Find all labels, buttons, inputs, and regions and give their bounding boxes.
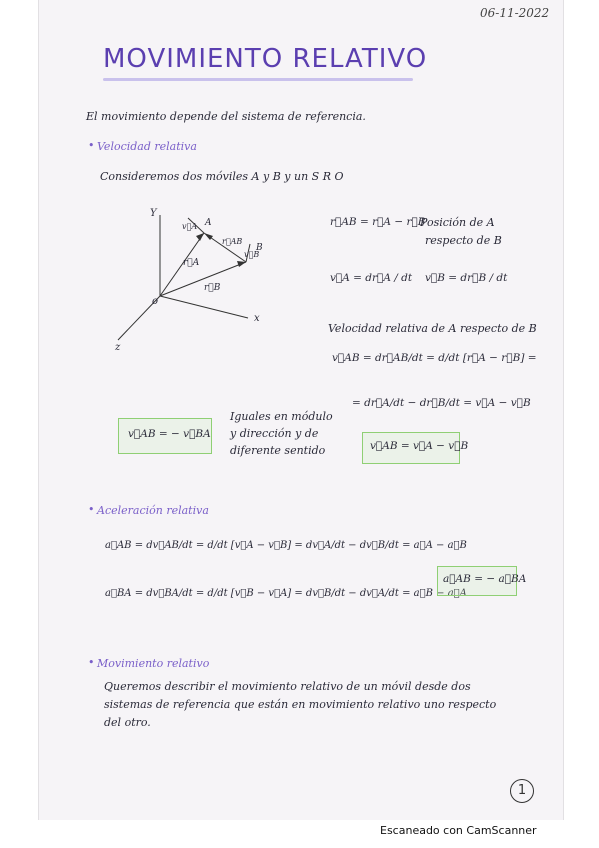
va-label: v⃗A bbox=[182, 222, 198, 231]
va-equation: v⃗A = dr⃗A / dt bbox=[330, 272, 413, 284]
x-axis bbox=[160, 296, 248, 318]
page-title: MOVIMIENTO RELATIVO bbox=[103, 44, 428, 74]
section3-line-2: sistemas de referencia que están en movimiento relativo uno respecto bbox=[104, 698, 497, 711]
equal-note-3: diferente sentido bbox=[230, 444, 326, 457]
axis-z-label: z bbox=[115, 342, 121, 353]
point-b-label: B bbox=[256, 243, 263, 253]
vb-equation: v⃗B = dr⃗B / dt bbox=[425, 272, 508, 284]
vab-vba-result: v⃗AB = − v⃗BA bbox=[128, 428, 211, 440]
position-equation: r⃗AB = r⃗A − r⃗B bbox=[330, 216, 426, 228]
bullet-icon: • bbox=[88, 503, 95, 516]
section3-line-3: del otro. bbox=[104, 716, 151, 729]
rab-arrowhead bbox=[204, 233, 213, 240]
bullet-icon: • bbox=[88, 139, 95, 152]
rb-vector bbox=[160, 262, 246, 296]
section3-line-1: Queremos describir el movimiento relativo de un móvil desde dos bbox=[104, 680, 471, 693]
vb-label: v⃗B bbox=[244, 250, 260, 259]
velocity-note: Velocidad relativa de A respecto de B bbox=[328, 322, 537, 335]
consider-text: Consideremos dos móviles A y B y un S R O bbox=[100, 170, 344, 183]
ra-arrowhead bbox=[196, 233, 204, 241]
position-note-2: respecto de B bbox=[425, 234, 502, 247]
position-note-1: Posición de A bbox=[420, 216, 495, 229]
equal-note-2: y dirección y de bbox=[230, 427, 319, 440]
axis-x-label: x bbox=[254, 313, 260, 324]
ra-label: r⃗A bbox=[183, 258, 200, 268]
page-number: 1 bbox=[510, 779, 534, 803]
section1-heading: Velocidad relativa bbox=[97, 140, 197, 153]
rb-arrowhead bbox=[237, 261, 246, 267]
accel-result: a⃗AB = − a⃗BA bbox=[443, 573, 527, 585]
page-date: 06-11-2022 bbox=[480, 6, 550, 20]
vab-equation-1: v⃗AB = dr⃗AB/dt = d/dt [r⃗A − r⃗B] = bbox=[332, 352, 537, 364]
origin-label: o bbox=[152, 296, 159, 307]
vab-result: v⃗AB = v⃗A − v⃗B bbox=[370, 440, 469, 452]
aba-equation: a⃗BA = dv⃗BA/dt = d/dt [v⃗B − v⃗A] = dv⃗B/dt − dv⃗A/dt = a⃗B − a⃗A bbox=[105, 588, 467, 599]
section3-heading: Movimiento relativo bbox=[97, 657, 210, 670]
rab-label: r⃗AB bbox=[222, 237, 243, 246]
section2-heading: Aceleración relativa bbox=[97, 504, 209, 517]
bullet-icon: • bbox=[88, 656, 95, 669]
aab-equation: a⃗AB = dv⃗AB/dt = d/dt [v⃗A − v⃗B] = dv⃗A/dt − dv⃗B/dt = a⃗A − a⃗B bbox=[105, 540, 467, 551]
axis-y-label: Y bbox=[150, 208, 157, 219]
equal-note-1: Iguales en módulo bbox=[230, 410, 333, 423]
vab-equation-2: = dr⃗A/dt − dr⃗B/dt = v⃗A − v⃗B bbox=[352, 397, 531, 409]
intro-text: El movimiento depende del sistema de referencia. bbox=[86, 110, 366, 123]
rb-label: r⃗B bbox=[204, 283, 221, 293]
point-a-label: A bbox=[205, 218, 212, 228]
scanner-footer: Escaneado con CamScanner bbox=[380, 824, 537, 837]
